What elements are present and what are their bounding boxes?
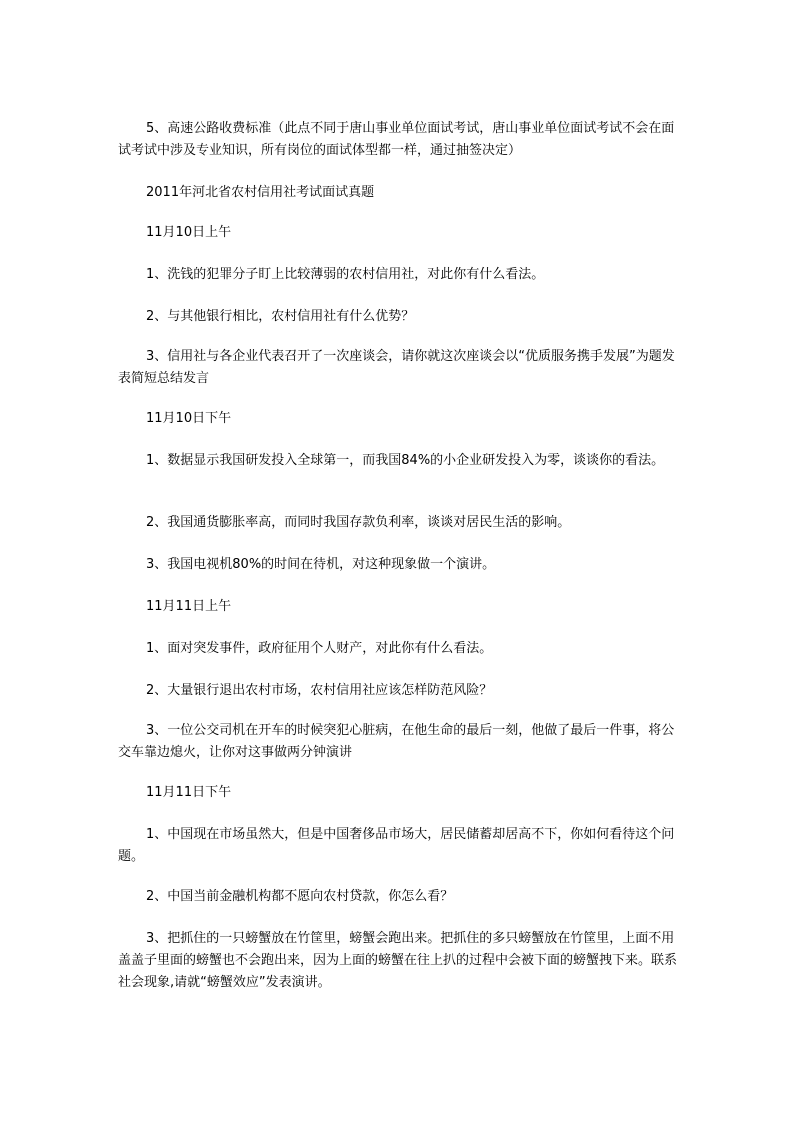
question-item — [118, 554, 684, 576]
paragraph-text: 3、一位公交司机在开车的时候突犯心脏病，在他生命的最后一刻，他做了最后一件事，将公交车靠边熄火，让你对这事做两分钟演讲 — [118, 723, 675, 760]
session-heading-nov10-am — [118, 222, 684, 244]
paragraph-text: 2、大量银行退出农村市场，农村信用社应该怎样防范风险？ — [146, 683, 493, 698]
question-item — [118, 306, 684, 328]
paragraph-text: 3、信用社与各企业代表召开了一次座谈会，请你就这次座谈会以“优质服务携手发展”为题发表简短总结发言 — [118, 349, 675, 386]
question-item — [118, 346, 684, 390]
paragraph-text: 11月11日下午 — [146, 785, 232, 800]
paragraph-text: 1、洗钱的犯罪分子盯上比较薄弱的农村信用社，对此你有什么看法。 — [146, 267, 545, 282]
session-heading-nov11-am — [118, 596, 684, 618]
question-item — [118, 928, 684, 994]
paragraph-text: 3、把抓住的一只螃蟹放在竹筐里，螃蟹会跑出来。把抓住的多只螃蟹放在竹筐里，上面不用盖盖子里面的螃蟹也不会跑出来，因为上面的螃蟹在往上扒的过程中会被下面的螃蟹拽下来。联系社会现象,请就“螃蟹效应”发表演讲。 — [118, 931, 678, 990]
question-item — [118, 264, 684, 286]
section-title — [118, 182, 684, 204]
paragraph-text: 2、与其他银行相比，农村信用社有什么优势？ — [146, 309, 415, 324]
paragraph-text: 2、中国当前金融机构都不愿向农村贷款，你怎么看？ — [146, 889, 454, 904]
paragraph-text: 1、面对突发事件，政府征用个人财产，对此你有什么看法。 — [146, 641, 493, 656]
paragraph-text: 3、我国电视机80%的时间在待机，对这种现象做一个演讲。 — [146, 557, 496, 572]
paragraph-text: 5、高速公路收费标准（此点不同于唐山事业单位面试考试，唐山事业单位面试考试不会在面试考试中涉及专业知识，所有岗位的面试体型都一样，通过抽签决定） — [118, 121, 675, 158]
question-item — [118, 512, 684, 534]
paragraph-text: 11月10日下午 — [146, 411, 232, 426]
paragraph-text: 1、数据显示我国研发投入全球第一，而我国84%的小企业研发投入为零，谈谈你的看法。 — [146, 453, 665, 468]
paragraph-text: 2011年河北省农村信用社考试面试真题 — [146, 185, 375, 200]
paragraph-text: 2、我国通货膨胀率高，而同时我国存款负利率，谈谈对居民生活的影响。 — [146, 515, 571, 530]
session-heading-nov10-pm — [118, 408, 684, 430]
question-item — [118, 886, 684, 908]
paragraph-text: 1、中国现在市场虽然大，但是中国奢侈品市场大，居民储蓄却居高不下，你如何看待这个问题。 — [118, 827, 675, 864]
question-item — [118, 720, 684, 764]
question-item — [118, 638, 684, 660]
paragraph-text: 11月10日上午 — [146, 225, 232, 240]
question-item — [118, 450, 684, 472]
question-item — [118, 680, 684, 702]
question-item — [118, 824, 684, 868]
paragraph-text: 11月11日上午 — [146, 599, 232, 614]
paragraph-toll-standard — [118, 118, 684, 162]
session-heading-nov11-pm — [118, 782, 684, 804]
